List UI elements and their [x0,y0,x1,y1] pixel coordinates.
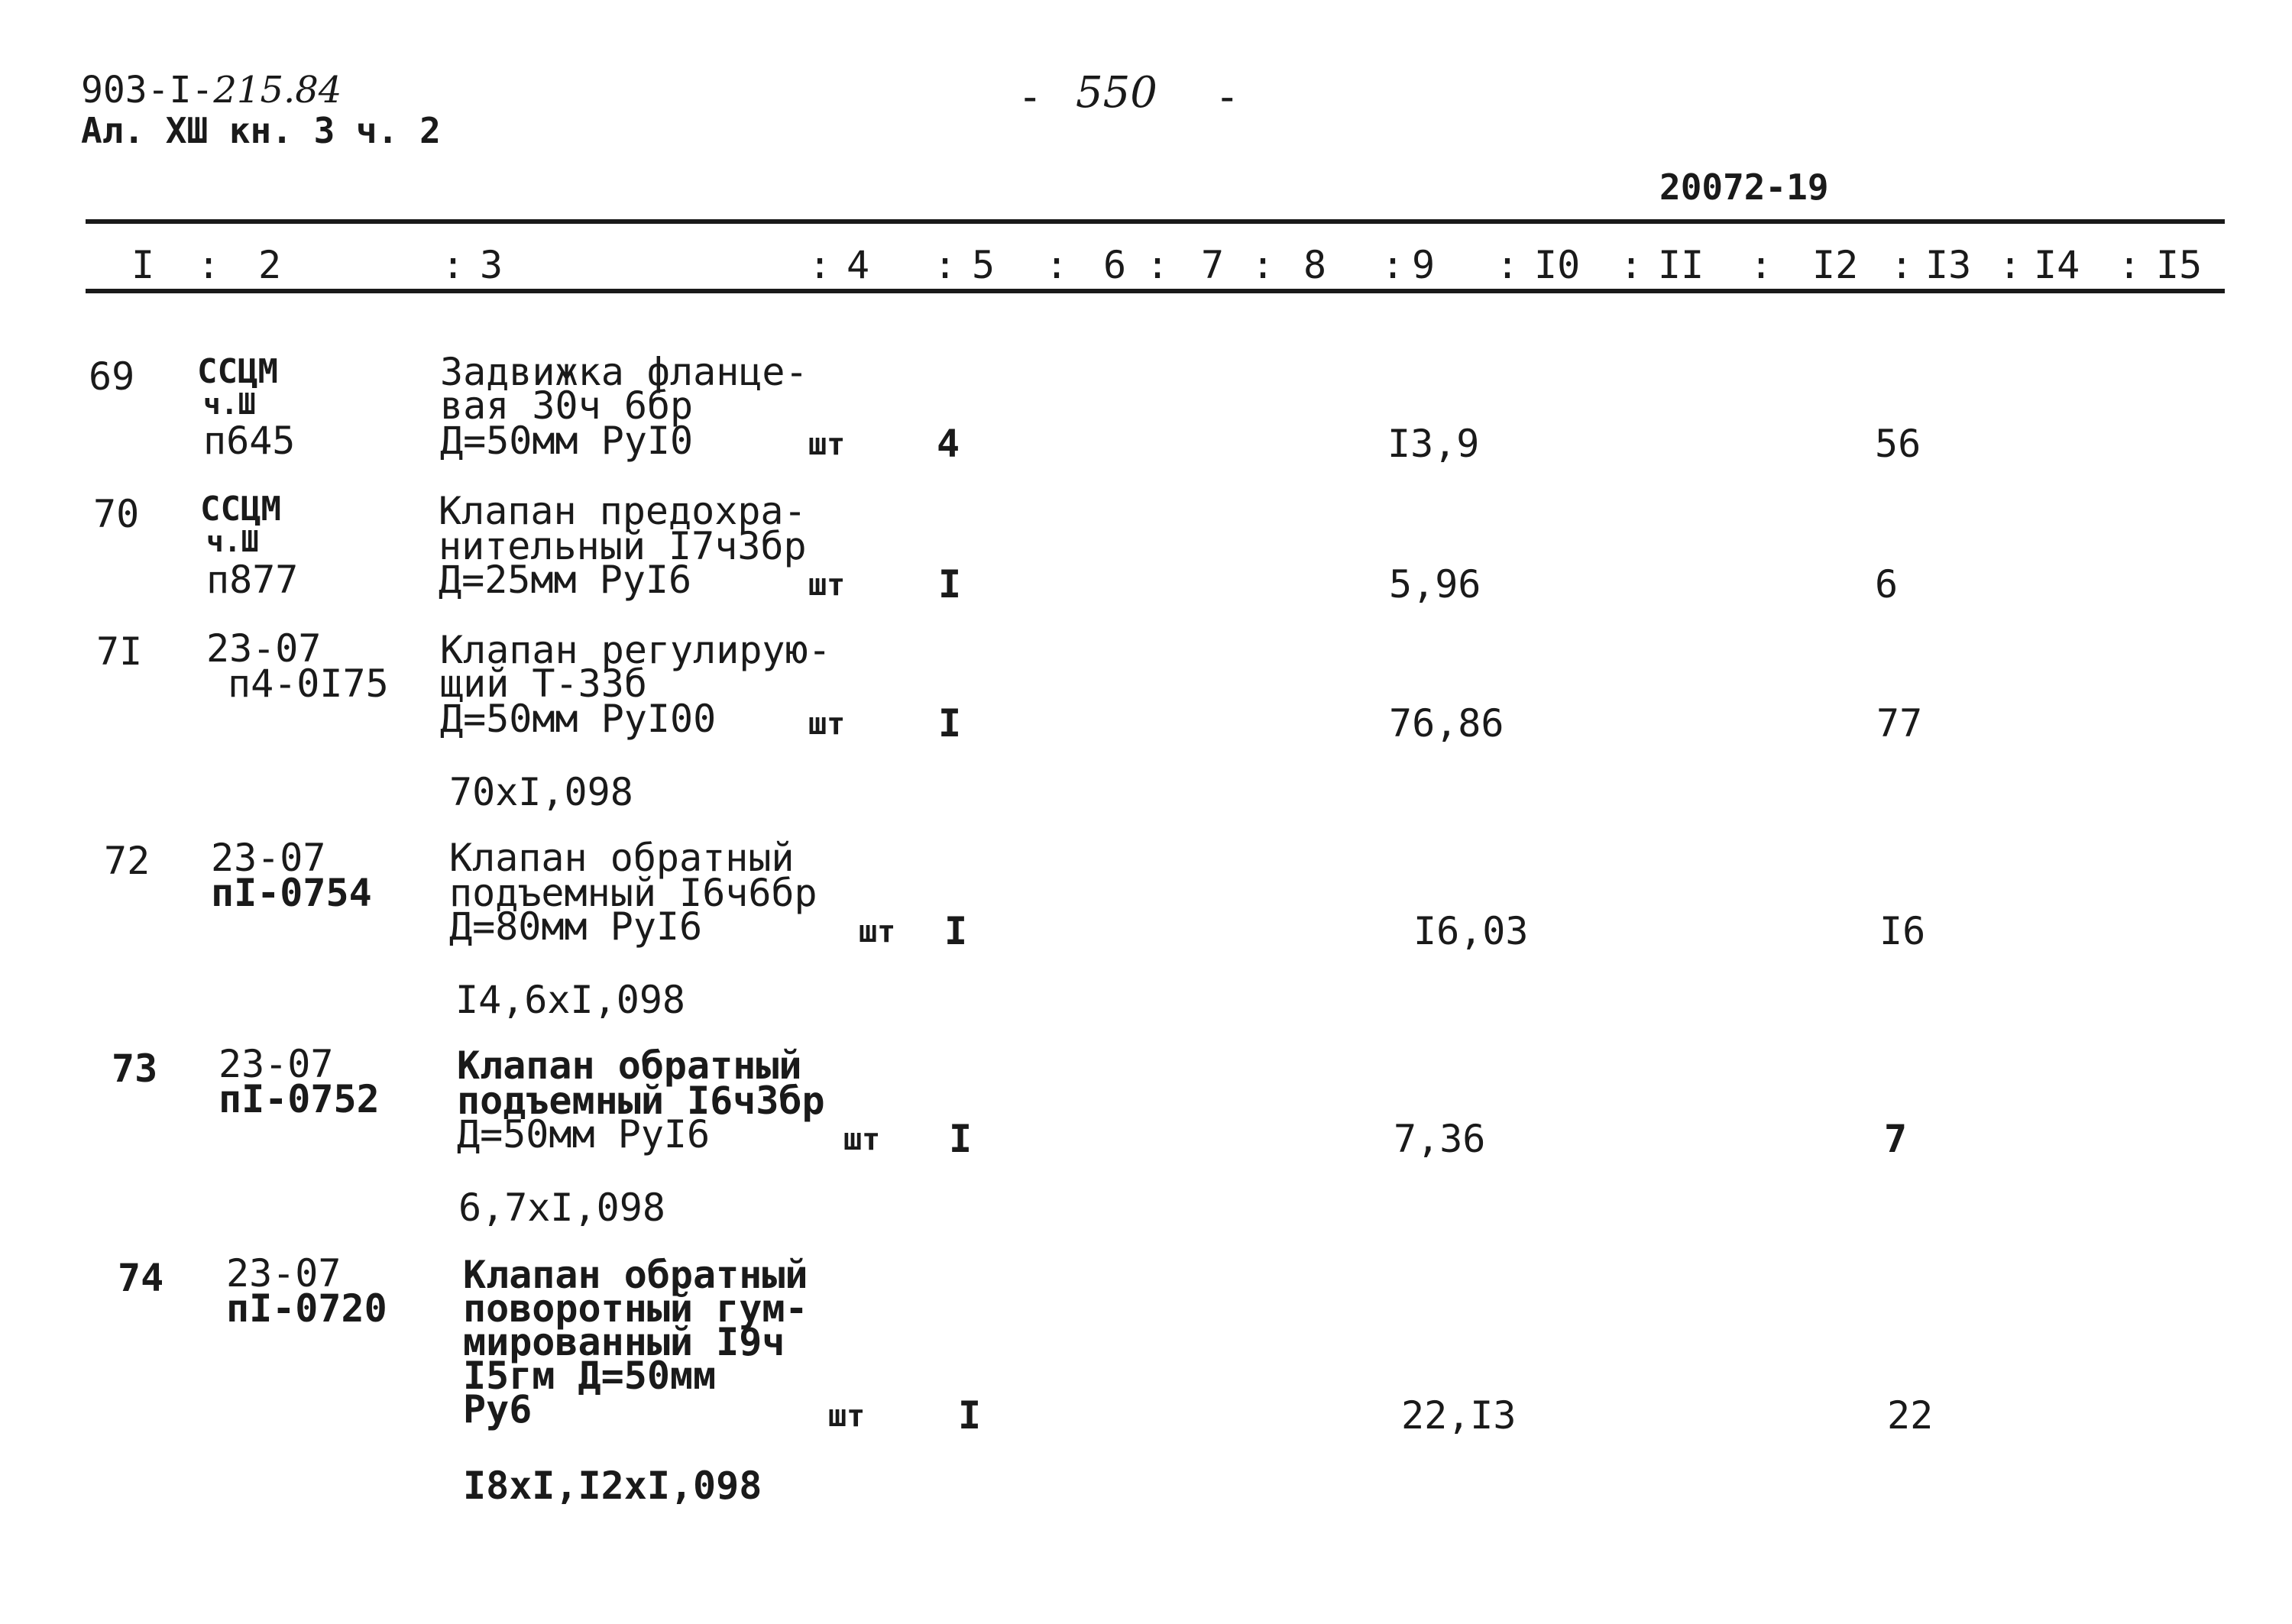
row-code-line: 23-07 [206,626,322,671]
column-separator: : [1496,243,1520,287]
column-separator: : [1620,243,1643,287]
column-separator: : [442,243,465,287]
document-code-prefix: 903-I- [81,69,214,112]
column-separator: : [1251,243,1275,287]
row-price: 76,86 [1389,701,1504,746]
header-top-rule [86,219,2225,224]
column-number-8: 8 [1303,243,1327,287]
column-number-12: I2 [1812,243,1859,287]
row-price: 22,I3 [1401,1393,1517,1438]
row-total: 77 [1876,701,1923,746]
sheet-code: 20072-19 [1659,167,1829,208]
row-number: 69 [89,354,135,399]
row-name-line: I5гм Д=50мм [463,1354,717,1398]
column-number-5: 5 [972,243,995,287]
row-quantity: I [938,701,962,746]
row-code-line: 23-07 [219,1042,334,1086]
column-number-6: 6 [1103,243,1127,287]
row-quantity: I [958,1393,982,1438]
row-code-line: ССЦМ [200,490,281,529]
column-number-9: 9 [1412,243,1436,287]
row-name-line: поворотный гум- [463,1286,808,1331]
row-name-line: подъемный I6ч3бр [457,1079,825,1123]
row-price: 5,96 [1389,562,1481,607]
row-unit: шт [843,1122,881,1157]
column-number-14: I4 [2034,243,2080,287]
row-quantity: I [944,909,968,953]
column-separator: : [1890,243,1914,287]
document-code-handwritten: 215.84 [213,69,342,112]
row-total: I6 [1879,909,1926,953]
column-number-1: I [131,243,155,287]
row-price: 7,36 [1394,1117,1486,1161]
row-number: 70 [93,492,140,536]
row-name-line: Клапан обратный [463,1253,808,1297]
column-number-2: 2 [258,243,282,287]
row-code-line: 23-07 [226,1251,342,1296]
column-separator: : [1999,243,2022,287]
row-quantity: I [949,1117,973,1161]
page-number: 550 [1076,68,1157,118]
row-number: 72 [104,839,151,883]
row-code-line: п877 [206,558,299,602]
row-name-line: подъемный I6ч6бр [449,871,817,915]
column-number-15: I5 [2156,243,2203,287]
row-calculation: I8хI,I2хI,098 [463,1464,762,1508]
row-total: 56 [1875,422,1921,466]
row-unit: шт [808,568,846,603]
row-name-line: мированный I9ч [463,1320,785,1364]
header-bottom-rule [86,289,2225,293]
row-unit: шт [808,707,846,742]
row-price: I6,03 [1413,909,1529,953]
row-code-line: пI-0720 [226,1286,387,1331]
row-code-line: п4-0I75 [228,662,389,706]
row-name-line: Д=50мм РуI6 [457,1112,711,1157]
row-name-line: Клапан обратный [449,836,795,880]
column-number-3: 3 [480,243,503,287]
row-total: 7 [1884,1117,1908,1161]
page-dash-right: - [1215,73,1240,121]
row-price: I3,9 [1387,422,1480,466]
column-number-11: II [1658,243,1704,287]
column-number-4: 4 [847,243,870,287]
column-separator: : [934,243,957,287]
row-quantity: I [938,562,962,607]
row-name-line: Д=50мм РуI0 [440,419,694,463]
row-code-line: ч.Ш [206,525,259,558]
row-code-line: ССЦМ [197,352,278,391]
row-unit: шт [828,1399,866,1434]
column-separator: : [2118,243,2141,287]
row-name-line: вая 30ч 6бр [440,383,694,428]
row-unit: шт [808,427,846,462]
row-number: 74 [118,1256,164,1300]
column-separator: : [1146,243,1170,287]
row-name-line: Д=25мм РуI6 [439,558,692,602]
column-separator: : [1381,243,1405,287]
row-name-line: Клапан обратный [457,1043,802,1088]
row-name-line: Ру6 [463,1387,533,1432]
row-name-line: Клапан предохра- [439,489,807,533]
row-name-line: нительный I7ч3бр [439,524,807,568]
column-number-13: I3 [1925,243,1972,287]
row-code-line: ч.Ш [203,387,256,421]
column-separator: : [808,243,832,287]
document-code [81,69,342,112]
row-calculation: 70хI,098 [449,770,633,814]
row-name-line: Д=50мм РуI00 [440,697,717,741]
row-code-line: пI-0752 [219,1077,380,1121]
row-number: 73 [112,1047,158,1091]
column-separator: : [197,243,221,287]
row-name-line: Д=80мм РуI6 [449,904,703,949]
row-unit: шт [859,914,896,949]
album-line: Ал. ХШ кн. 3 ч. 2 [81,110,441,151]
row-calculation: 6,7хI,098 [458,1186,665,1230]
row-name-line: щий Т-33б [440,662,647,706]
column-number-7: 7 [1201,243,1225,287]
row-calculation: I4,6хI,098 [455,978,686,1022]
row-name-line: Клапан регулирую- [440,628,831,672]
row-name-line: Задвижка фланце- [440,350,808,394]
row-number: 7I [96,629,143,674]
column-number-10: I0 [1534,243,1581,287]
column-separator: : [1045,243,1069,287]
row-code-line: пI-0754 [211,871,372,915]
row-total: 6 [1875,562,1899,607]
row-quantity: 4 [937,422,960,466]
page-dash-left: - [1018,73,1043,121]
row-code-line: 23-07 [211,836,326,880]
row-code-line: п645 [203,419,296,463]
row-total: 22 [1887,1393,1934,1438]
column-separator: : [1750,243,1773,287]
